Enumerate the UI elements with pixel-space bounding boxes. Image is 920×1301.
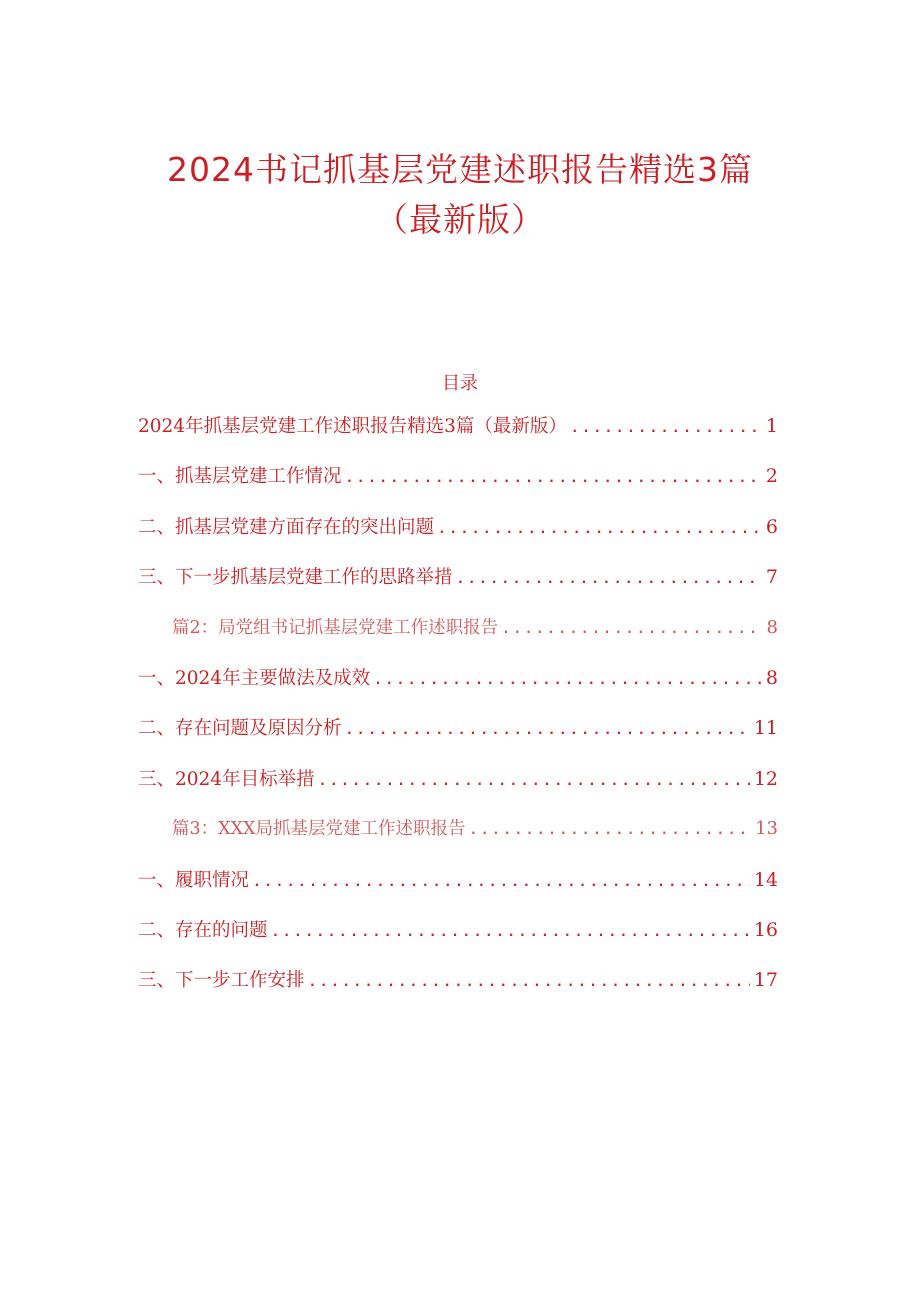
toc-entry[interactable] bbox=[138, 462, 778, 512]
toc-entry[interactable] bbox=[138, 714, 778, 764]
toc-entry[interactable] bbox=[138, 866, 778, 916]
toc-entry[interactable] bbox=[138, 916, 778, 966]
toc-entry-page-number: 13 bbox=[755, 818, 778, 840]
toc-leader-dots bbox=[470, 823, 752, 838]
toc-entry-label: 二、存在的问题 bbox=[138, 919, 268, 941]
toc-entry-page-number: 12 bbox=[753, 767, 778, 790]
toc-entry-page-number: 7 bbox=[765, 566, 778, 589]
toc-leader-dots bbox=[319, 774, 750, 789]
toc-leader-dots bbox=[346, 471, 762, 486]
toc-entry-page-number: 14 bbox=[753, 868, 778, 891]
toc-leader-dots bbox=[571, 421, 762, 436]
toc-leader-dots bbox=[346, 723, 750, 738]
toc-entry[interactable] bbox=[138, 664, 778, 714]
toc-entry-label: 二、存在问题及原因分析 bbox=[138, 718, 342, 740]
toc-entry[interactable] bbox=[138, 765, 778, 815]
toc-entry-label: 一、履职情况 bbox=[138, 869, 250, 891]
toc-leader-dots bbox=[502, 622, 762, 637]
toc-entry[interactable] bbox=[138, 815, 778, 865]
toc-entry-page-number: 11 bbox=[753, 717, 778, 740]
toc-entry-label: 篇3：XXX局抓基层党建工作述职报告 bbox=[172, 819, 466, 840]
toc-entry-page-number: 17 bbox=[753, 969, 778, 992]
toc-entry-page-number: 6 bbox=[765, 515, 778, 538]
toc-entry[interactable] bbox=[138, 412, 778, 462]
toc-heading: 目录 bbox=[442, 373, 478, 394]
toc-entry[interactable] bbox=[138, 513, 778, 563]
toc-leader-dots bbox=[438, 522, 762, 537]
toc-entry-label: 篇2：局党组书记抓基层党建工作述职报告 bbox=[172, 617, 499, 638]
document-title-line-2: （最新版） bbox=[375, 200, 545, 239]
toc-entry[interactable] bbox=[138, 563, 778, 613]
toc-entry-page-number: 1 bbox=[765, 415, 778, 437]
toc-leader-dots bbox=[457, 572, 762, 587]
toc-entry-label: 三、下一步抓基层党建工作的思路举措 bbox=[138, 567, 453, 589]
toc-entry-page-number: 8 bbox=[765, 666, 778, 689]
toc-leader-dots bbox=[253, 875, 750, 890]
toc-leader-dots bbox=[309, 975, 750, 990]
toc-leader-dots bbox=[272, 925, 750, 940]
toc-entry-page-number: 8 bbox=[766, 616, 778, 638]
toc-entry-label: 三、2024年目标举措 bbox=[138, 768, 315, 790]
toc-entry-label: 一、2024年主要做法及成效 bbox=[138, 667, 371, 689]
toc-entry-label: 三、下一步工作安排 bbox=[138, 970, 305, 992]
document-title-line-1: 2024书记抓基层党建述职报告精选3篇 bbox=[167, 150, 753, 189]
toc-entry[interactable] bbox=[138, 614, 778, 664]
toc-entry-label: 二、抓基层党建方面存在的突出问题 bbox=[138, 516, 435, 538]
toc-entry[interactable] bbox=[138, 966, 778, 1016]
toc-entry-label: 2024年抓基层党建工作述职报告精选3篇（最新版） bbox=[138, 416, 567, 437]
table-of-contents bbox=[138, 412, 778, 1017]
toc-entry-page-number: 16 bbox=[753, 918, 778, 941]
toc-entry-label: 一、抓基层党建工作情况 bbox=[138, 466, 342, 488]
toc-leader-dots bbox=[374, 673, 762, 688]
toc-entry-page-number: 2 bbox=[765, 465, 778, 488]
